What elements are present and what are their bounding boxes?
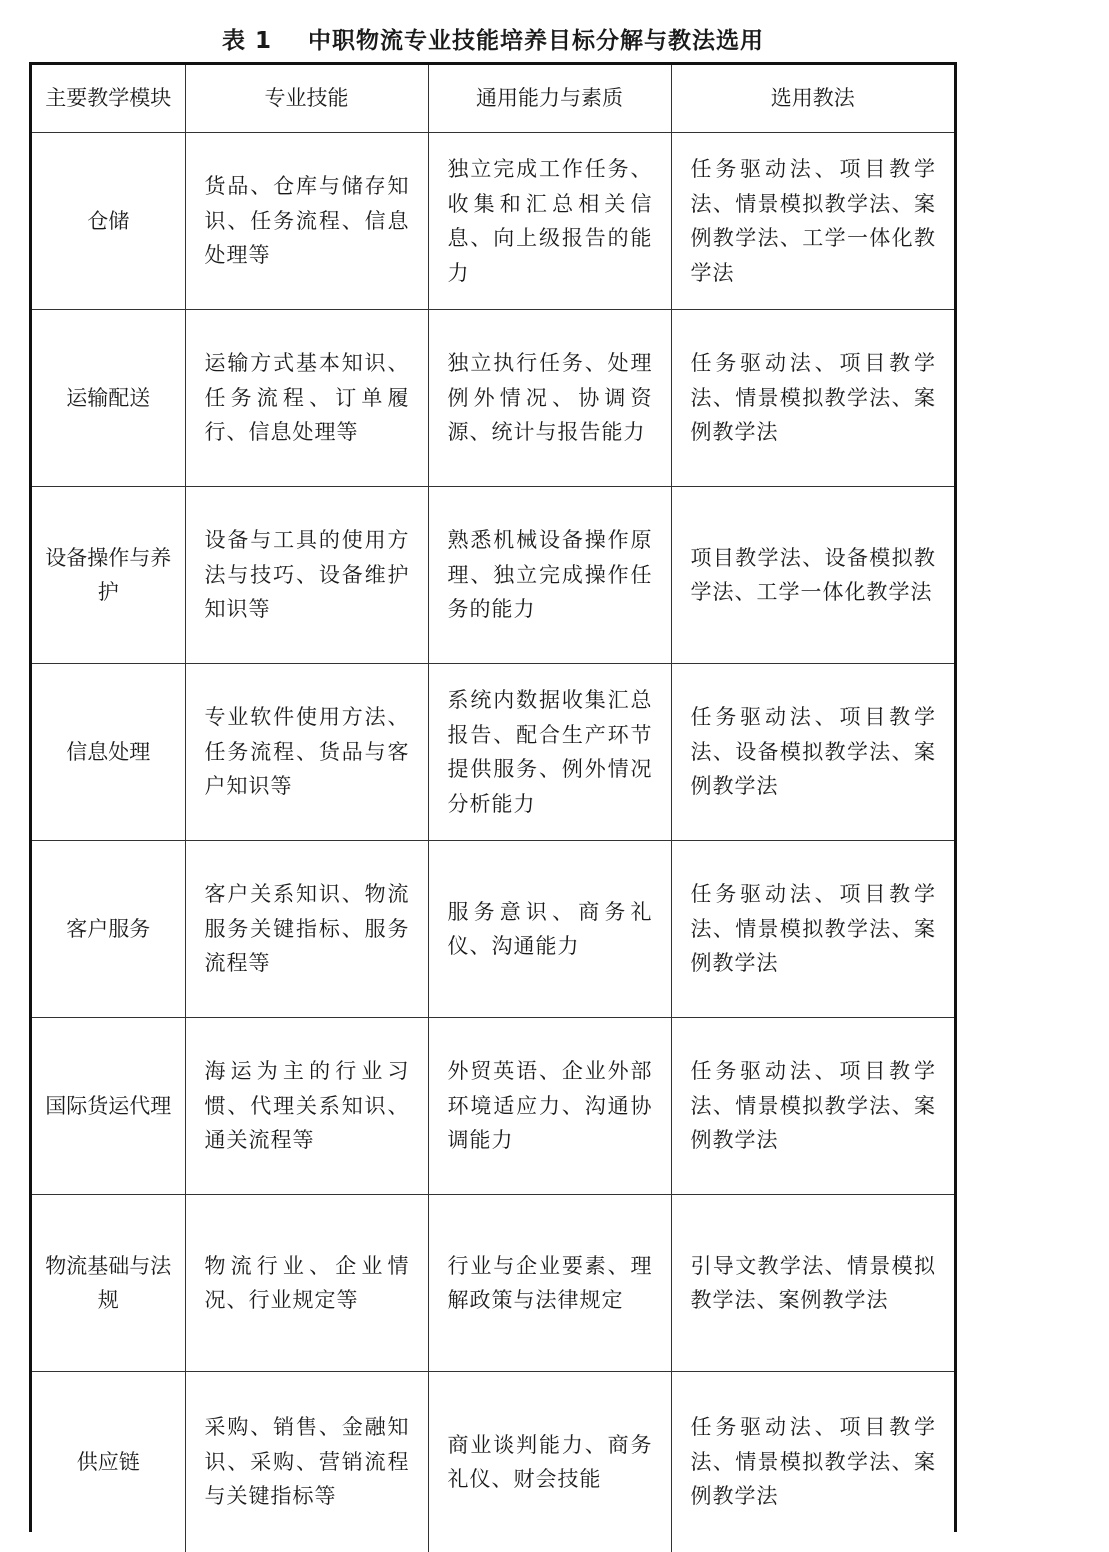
abilities-cell: 商业谈判能力、商务礼仪、财会技能 [428, 1372, 671, 1552]
skills-cell: 专业软件使用方法、任务流程、货品与客户知识等 [185, 664, 428, 841]
module-cell: 物流基础与法规 [32, 1195, 185, 1372]
module-cell: 国际货运代理 [32, 1018, 185, 1195]
abilities-cell: 外贸英语、企业外部环境适应力、沟通协调能力 [428, 1018, 671, 1195]
header-skills: 专业技能 [185, 65, 428, 133]
abilities-cell: 系统内数据收集汇总报告、配合生产环节提供服务、例外情况分析能力 [428, 664, 671, 841]
abilities-cell: 服务意识、商务礼仪、沟通能力 [428, 841, 671, 1018]
module-cell: 信息处理 [32, 664, 185, 841]
abilities-cell: 熟悉机械设备操作原理、独立完成操作任务的能力 [428, 487, 671, 664]
header-module: 主要教学模块 [32, 65, 185, 133]
skills-cell: 采购、销售、金融知识、采购、营销流程与关键指标等 [185, 1372, 428, 1552]
skills-cell: 货品、仓库与储存知识、任务流程、信息处理等 [185, 133, 428, 310]
table-caption: 表 1 中职物流专业技能培养目标分解与教法选用 [0, 22, 986, 55]
table-row [32, 1195, 954, 1372]
table-row [32, 310, 954, 487]
methods-cell: 任务驱动法、项目教学法、情景模拟教学法、案例教学法 [671, 310, 954, 487]
skills-cell: 物流行业、企业情况、行业规定等 [185, 1195, 428, 1372]
module-cell: 供应链 [32, 1372, 185, 1552]
teaching-methods-table [29, 62, 957, 1532]
methods-cell: 项目教学法、设备模拟教学法、工学一体化教学法 [671, 487, 954, 664]
header-row [32, 65, 954, 133]
methods-cell: 引导文教学法、情景模拟教学法、案例教学法 [671, 1195, 954, 1372]
module-cell: 仓储 [32, 133, 185, 310]
abilities-cell: 行业与企业要素、理解政策与法律规定 [428, 1195, 671, 1372]
module-cell: 运输配送 [32, 310, 185, 487]
table-row [32, 133, 954, 310]
skills-cell: 设备与工具的使用方法与技巧、设备维护知识等 [185, 487, 428, 664]
abilities-cell: 独立执行任务、处理例外情况、协调资源、统计与报告能力 [428, 310, 671, 487]
skills-cell: 客户关系知识、物流服务关键指标、服务流程等 [185, 841, 428, 1018]
table-row [32, 1018, 954, 1195]
table-row [32, 487, 954, 664]
methods-cell: 任务驱动法、项目教学法、情景模拟教学法、案例教学法、工学一体化教学法 [671, 133, 954, 310]
methods-cell: 任务驱动法、项目教学法、情景模拟教学法、案例教学法 [671, 1372, 954, 1552]
methods-cell: 任务驱动法、项目教学法、情景模拟教学法、案例教学法 [671, 1018, 954, 1195]
skills-cell: 海运为主的行业习惯、代理关系知识、通关流程等 [185, 1018, 428, 1195]
table-row [32, 1372, 954, 1552]
skills-cell: 运输方式基本知识、任务流程、订单履行、信息处理等 [185, 310, 428, 487]
abilities-cell: 独立完成工作任务、收集和汇总相关信息、向上级报告的能力 [428, 133, 671, 310]
table-row [32, 664, 954, 841]
header-abilities: 通用能力与素质 [428, 65, 671, 133]
methods-cell: 任务驱动法、项目教学法、设备模拟教学法、案例教学法 [671, 664, 954, 841]
module-cell: 客户服务 [32, 841, 185, 1018]
table-row [32, 841, 954, 1018]
module-cell: 设备操作与养护 [32, 487, 185, 664]
header-methods: 选用教法 [671, 65, 954, 133]
methods-cell: 任务驱动法、项目教学法、情景模拟教学法、案例教学法 [671, 841, 954, 1018]
